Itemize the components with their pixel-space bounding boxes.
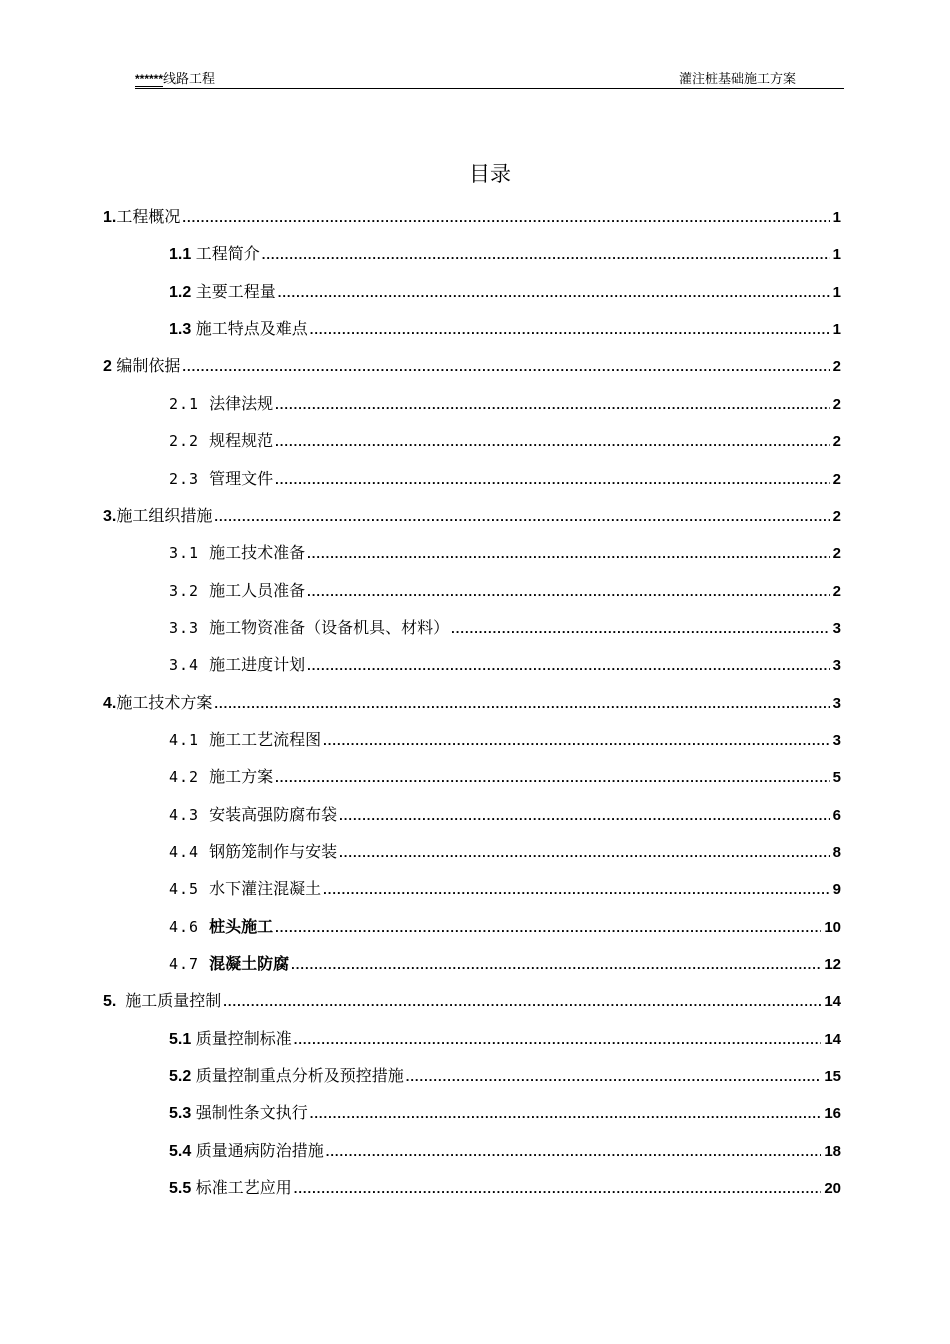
toc-entry-title: 管理文件 <box>209 469 274 488</box>
toc-entry-title: 施工技术方案 <box>116 693 213 712</box>
toc-page-number: 16 <box>824 1105 841 1122</box>
toc-page-number: 14 <box>824 1031 841 1048</box>
toc-entry-1[interactable] <box>103 205 841 229</box>
dot-leader <box>310 318 830 342</box>
dot-leader <box>323 729 830 753</box>
dot-leader <box>223 990 821 1014</box>
toc-entry-4-4[interactable] <box>169 840 841 864</box>
toc-entry-number: 3.4 <box>169 656 210 674</box>
toc-entry-number: 1. <box>103 209 117 226</box>
toc-page-number: 2 <box>832 508 841 525</box>
toc-entry-title: 施工质量控制 <box>125 991 222 1010</box>
dot-leader <box>310 1102 822 1126</box>
toc-page-number: 18 <box>824 1143 841 1160</box>
toc-page-number: 2 <box>832 358 841 375</box>
dot-leader <box>262 243 830 267</box>
toc-entry-number: 2.2 <box>169 432 210 450</box>
toc-entry-title: 施工技术准备 <box>209 543 306 562</box>
toc-page-number: 1 <box>832 284 841 301</box>
toc-page-number: 1 <box>832 321 841 338</box>
dot-leader <box>406 1065 822 1089</box>
toc-entry-number: 5.2 <box>169 1068 196 1085</box>
toc-page-number: 1 <box>832 209 841 226</box>
dot-leader <box>294 1177 822 1201</box>
toc-entry-3-2[interactable] <box>169 579 841 603</box>
dot-leader <box>294 1028 822 1052</box>
dot-leader <box>307 542 830 566</box>
dot-leader <box>275 430 830 454</box>
toc-entry-number: 3.3 <box>169 619 210 637</box>
dot-leader <box>275 393 830 417</box>
toc-page-number: 3 <box>832 695 841 712</box>
toc-entry-number: 5.4 <box>169 1143 196 1160</box>
toc-entry-number: 4.5 <box>169 880 210 898</box>
toc-entry-title: 编制依据 <box>116 356 181 375</box>
dot-leader <box>275 766 830 790</box>
dot-leader <box>214 692 829 716</box>
toc-entry-2-3[interactable] <box>169 467 841 491</box>
toc-entry-number: 2 <box>103 358 117 375</box>
toc-page-number: 14 <box>824 993 841 1010</box>
toc-entry-title: 规程规范 <box>209 431 274 450</box>
dot-leader <box>275 916 821 940</box>
toc-entry-title: 施工组织措施 <box>116 506 213 525</box>
toc-entry-title: 工程概况 <box>116 207 181 226</box>
toc-entry-title: 施工物资准备（设备机具、材料） <box>209 618 450 637</box>
toc-entry-number: 5.1 <box>169 1031 196 1048</box>
toc-entry-number: 4.1 <box>169 731 210 749</box>
toc-page-number: 9 <box>832 881 841 898</box>
toc-entry-title: 桩头施工 <box>209 917 274 936</box>
toc-entry-title: 法律法规 <box>209 394 274 413</box>
toc-entry-4-5[interactable] <box>169 877 841 901</box>
toc-entry-number: 3. <box>103 508 117 525</box>
toc-page-number: 3 <box>832 620 841 637</box>
toc-page-number: 20 <box>824 1180 841 1197</box>
toc-entry-number: 1.1 <box>169 246 196 263</box>
toc-page-number: 3 <box>832 732 841 749</box>
toc-page-number: 10 <box>824 919 841 936</box>
toc-page-number: 8 <box>832 844 841 861</box>
toc-entry-number: 4.7 <box>169 955 210 973</box>
toc-entry-title: 施工进度计划 <box>209 655 306 674</box>
toc-page-number: 2 <box>832 396 841 413</box>
toc-entry-title: 混凝土防腐 <box>209 954 290 973</box>
toc-page-number: 1 <box>832 246 841 263</box>
toc-entry-number: 4.6 <box>169 918 210 936</box>
toc-entry-title: 水下灌注混凝土 <box>209 879 322 898</box>
toc-entry-title: 施工人员准备 <box>209 581 306 600</box>
toc-entry-title: 质量通病防治措施 <box>195 1141 324 1160</box>
toc-page-number: 3 <box>832 657 841 674</box>
toc-entry-3-4[interactable] <box>169 653 841 677</box>
toc-title: 目录 <box>469 162 511 186</box>
toc-entry-number: 5.5 <box>169 1180 196 1197</box>
dot-leader <box>182 206 829 230</box>
toc-entry-1-2[interactable] <box>169 280 841 304</box>
dot-leader <box>275 468 830 492</box>
toc-entry-2[interactable] <box>103 354 841 378</box>
dot-leader <box>339 804 830 828</box>
toc-entry-title: 质量控制重点分析及预控措施 <box>195 1066 404 1085</box>
toc-entry-number: 4.2 <box>169 768 210 786</box>
toc-entry-4[interactable] <box>103 691 841 715</box>
dot-leader <box>451 617 830 641</box>
toc-entry-title: 主要工程量 <box>195 282 276 301</box>
toc-entry-title: 施工方案 <box>209 767 274 786</box>
toc-entry-4-3[interactable] <box>169 803 841 827</box>
toc-entry-4-6[interactable] <box>169 915 841 939</box>
toc-entry-5[interactable] <box>103 989 841 1013</box>
toc-page-number: 5 <box>832 769 841 786</box>
toc-entry-title: 施工特点及难点 <box>195 319 308 338</box>
toc-entry-4-1[interactable] <box>169 728 841 752</box>
dot-leader <box>291 953 821 977</box>
toc-entry-1-3[interactable] <box>169 317 841 341</box>
toc-entry-3-3[interactable] <box>169 616 841 640</box>
toc-entry-title: 标准工艺应用 <box>195 1178 292 1197</box>
toc-entry-title: 安装高强防腐布袋 <box>209 805 338 824</box>
toc-entry-5-3[interactable] <box>169 1101 841 1125</box>
toc-entry-3[interactable] <box>103 504 841 528</box>
toc-entry-number: 5.3 <box>169 1105 196 1122</box>
dot-leader <box>307 580 830 604</box>
toc-entry-number: 1.3 <box>169 321 196 338</box>
dot-leader <box>326 1140 822 1164</box>
toc-page-number: 6 <box>832 807 841 824</box>
toc-entry-3-1[interactable] <box>169 541 841 565</box>
toc-entry-number: 2.3 <box>169 470 210 488</box>
toc-entry-5-2[interactable] <box>169 1064 841 1088</box>
toc-page-number: 2 <box>832 471 841 488</box>
dot-leader <box>323 878 830 902</box>
toc-entry-2-1[interactable] <box>169 392 841 416</box>
header-document-title: 灌注桩基础施工方案 <box>678 72 796 87</box>
toc-entry-title: 工程简介 <box>195 244 260 263</box>
dot-leader <box>278 281 830 305</box>
toc-page-number: 12 <box>824 956 841 973</box>
toc-entry-4-7[interactable] <box>169 952 841 976</box>
toc-page-number: 2 <box>832 583 841 600</box>
toc-entry-5-4[interactable] <box>169 1139 841 1163</box>
toc-entry-number: 3.2 <box>169 582 210 600</box>
toc-entry-2-2[interactable] <box>169 429 841 453</box>
toc-entry-title: 质量控制标准 <box>195 1029 292 1048</box>
toc-entry-4-2[interactable] <box>169 765 841 789</box>
dot-leader <box>339 841 830 865</box>
toc-entry-number: 5. <box>103 993 126 1010</box>
header-left-text: 线路工程 <box>163 72 216 87</box>
header-stars: ****** <box>135 72 164 86</box>
toc-entry-number: 4. <box>103 695 117 712</box>
toc-entry-number: 2.1 <box>169 395 210 413</box>
toc-entry-number: 4.3 <box>169 806 210 824</box>
dot-leader <box>214 505 829 529</box>
toc-entry-number: 4.4 <box>169 843 210 861</box>
toc-page-number: 2 <box>832 433 841 450</box>
toc-entry-5-1[interactable] <box>169 1027 841 1051</box>
dot-leader <box>182 355 829 379</box>
toc-page-number: 2 <box>832 545 841 562</box>
toc-entry-title: 钢筋笼制作与安装 <box>209 842 338 861</box>
dot-leader <box>307 654 830 678</box>
toc-entry-1-1[interactable] <box>169 242 841 266</box>
toc-entry-number: 3.1 <box>169 544 210 562</box>
toc-page-number: 15 <box>824 1068 841 1085</box>
toc-entry-title: 施工工艺流程图 <box>209 730 322 749</box>
toc-entry-title: 强制性条文执行 <box>195 1103 308 1122</box>
toc-entry-5-5[interactable] <box>169 1176 841 1200</box>
toc-entry-number: 1.2 <box>169 284 196 301</box>
